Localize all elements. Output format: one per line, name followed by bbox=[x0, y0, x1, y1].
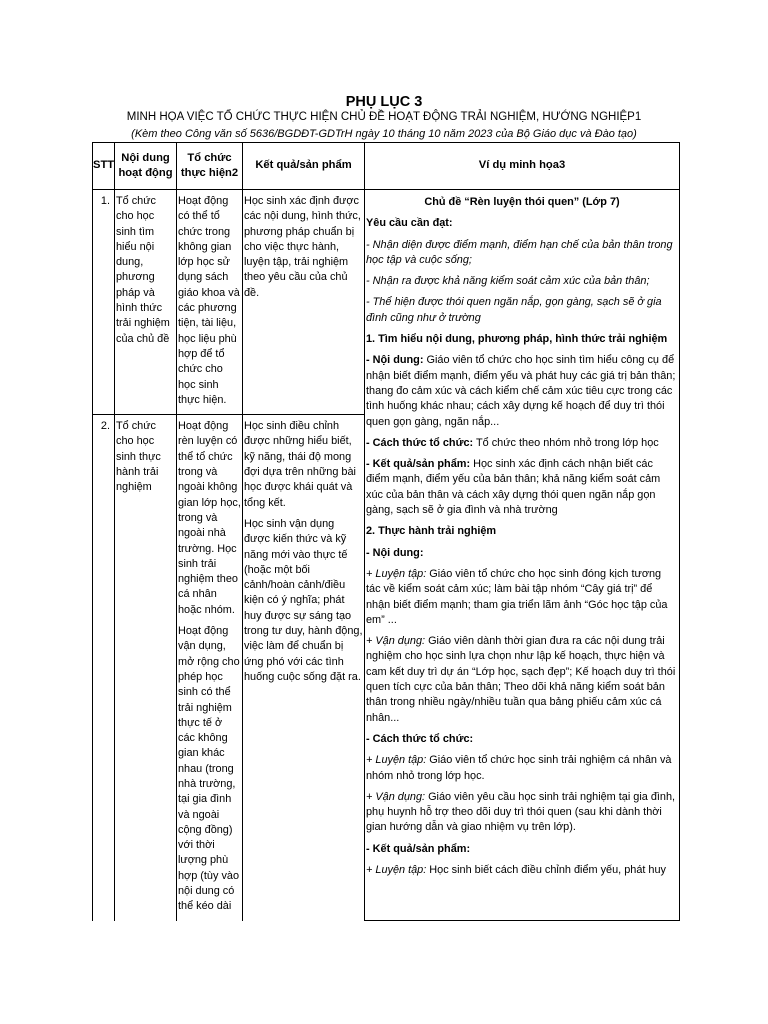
activity-organize bbox=[177, 415, 243, 921]
organize-text: Hoạt động vận dụng, mở rộng cho phép học sinh có thể trải nghiệm thực tế ở các không gian khác nhau (trong nhà trường, tại gia đình và ngoài cộng đồng) với thời lượng phù hợp (tùy vào nội dung có thể kéo dài bbox=[178, 625, 240, 913]
activity-content: Tổ chức cho học sinh thực hành trải nghiệm bbox=[115, 415, 177, 921]
column-header-example: Ví dụ minh họa3 bbox=[365, 143, 680, 190]
example-cell bbox=[365, 190, 680, 921]
section-paragraph: + Luyện tập: Giáo viên tổ chức cho học sinh đóng kịch tương tác về kiểm soát cảm xúc; làm bài tập nhóm “Cây giá trị” để nhận biết điểm mạnh; tham gia triển lãm ảnh “Góc học tập của em” ... bbox=[366, 567, 668, 626]
organize-text: Hoạt động có thể tổ chức trong không gian lớp học sử dụng sách giáo khoa và các phương tiện, tài liệu, học liệu phù hợp để tổ chức cho học sinh thực hiện. bbox=[178, 195, 240, 406]
result-text: Học sinh vận dụng được kiến thức và kỹ năng mới vào thực tế (hoặc một bối cảnh/hoàn cảnh/điều kiện có ý nghĩa; phát huy được sự sáng tạo trong tư duy, hành động, việc làm để chuẩn bị ứng phó với các tình huống cuộc sống đặt ra. bbox=[244, 517, 363, 683]
requirements-label: Yêu cầu cần đạt: bbox=[366, 217, 453, 230]
section-paragraph: - Kết quả/sản phẩm: Học sinh xác định cách nhận biết các điểm mạnh, điểm yếu của bản thân; khả năng kiểm soát cảm xúc của bản thân và cách xây dựng thói quen ngăn nắp gọn gàng, sạch sẽ ở gia đình và nhà trường bbox=[366, 458, 661, 517]
activity-organize bbox=[177, 190, 243, 415]
column-header-stt: STT bbox=[93, 143, 115, 190]
activity-table bbox=[92, 142, 680, 921]
page-title: PHỤ LỤC 3 bbox=[345, 94, 423, 110]
section-sublabel: - Kết quả/sản phẩm: bbox=[366, 842, 471, 855]
table-row bbox=[93, 190, 680, 415]
requirement-item: - Nhận diện được điểm mạnh, điểm hạn chế của bản thân trong học tập và cuộc sống; bbox=[366, 238, 673, 266]
section-paragraph: + Vận dụng: Giáo viên yêu cầu học sinh trải nghiệm tại gia đình, phụ huynh hỗ trợ theo dõi duy trì thói quen (sau khi dành thời gian hướng dẫn và giao nhiệm vụ trên lớp). bbox=[366, 790, 676, 834]
row-number: 2. bbox=[93, 415, 115, 921]
activity-result bbox=[243, 190, 365, 415]
section-sublabel: - Cách thức tổ chức: bbox=[366, 732, 474, 745]
result-text: Học sinh điều chỉnh được những hiểu biết, kỹ năng, thái độ mong đợi dựa trên những bài học được khái quát và tổng kết. bbox=[244, 420, 356, 509]
section-paragraph: + Luyện tập: Học sinh biết cách điều chỉnh điểm yếu, phát huy bbox=[366, 863, 666, 876]
activity-result bbox=[243, 415, 365, 921]
example-title: Chủ đề “Rèn luyện thói quen” (Lớp 7) bbox=[424, 196, 620, 208]
column-header-organize: Tổ chức thực hiện2 bbox=[177, 143, 243, 190]
section-paragraph: - Nội dung: Giáo viên tổ chức cho học sinh tìm hiểu công cụ để nhận biết điểm mạnh, điểm yếu và phát huy các giá trị bản thân; thang đo cảm xúc và cách kiểm chế cảm xúc tiêu cực trong các tình huống khác nhau; cách xây dựng kế hoạch để duy trì thói quen gọn gàng, ngăn nắp... bbox=[366, 354, 676, 428]
table-header-row bbox=[93, 143, 680, 190]
section-paragraph: + Vận dụng: Giáo viên dành thời gian đưa ra các nội dung trải nghiệm cho học sinh lựa chọn như lập kế hoạch, thực hiện và cam kết duy trì dự án “Lớp học, sạch đẹp”; Kế hoạch duy trì thói quen tích cực của bản thân; Theo dõi khả năng kiểm soát bản thân trong nhiều ngày/nhiều tuần qua bảng phiếu cảm xúc cá nhân... bbox=[366, 635, 676, 724]
result-text: Học sinh xác định được các nội dung, hình thức, phương pháp chuẩn bị cho việc thực hành, luyện tập, trải nghiệm theo yêu cầu của chủ đề. bbox=[244, 195, 361, 299]
page-subtitle: MINH HỌA VIỆC TỔ CHỨC THỰC HIỆN CHỦ ĐỀ HOẠT ĐỘNG TRẢI NGHIỆM, HƯỚNG NGHIỆP1 bbox=[126, 111, 642, 123]
section-heading: 1. Tìm hiểu nội dung, phương pháp, hình thức trải nghiệm bbox=[366, 333, 668, 346]
organize-text: Hoạt động rèn luyện có thể tổ chức trong và ngoài không gian lớp học, trong và ngoài nhà trường. Học sinh trải nghiệm theo cá nhân hoặc nhóm. bbox=[178, 420, 241, 616]
section-heading: 2. Thực hành trải nghiệm bbox=[366, 525, 497, 538]
activity-content: Tổ chức cho học sinh tìm hiểu nội dung, phương pháp và hình thức trải nghiệm của chủ đề bbox=[115, 190, 177, 415]
reference-note: (Kèm theo Công văn số 5636/BGDĐT-GDTrH ngày 10 tháng 10 năm 2023 của Bộ Giáo dục và Đào tạo) bbox=[131, 128, 637, 140]
column-header-content: Nội dung hoạt động bbox=[115, 143, 177, 190]
row-number: 1. bbox=[93, 190, 115, 415]
section-sublabel: - Nội dung: bbox=[366, 546, 424, 559]
section-paragraph: - Cách thức tổ chức: Tổ chức theo nhóm nhỏ trong lớp học bbox=[366, 436, 659, 449]
requirement-item: - Thể hiện được thói quen ngăn nắp, gọn gàng, sạch sẽ ở gia đình cũng như ở trường bbox=[366, 296, 662, 324]
section-paragraph: + Luyện tập: Giáo viên tổ chức học sinh trải nghiệm cá nhân và nhóm nhỏ trong lớp học. bbox=[366, 754, 672, 782]
column-header-result: Kết quả/sản phẩm bbox=[243, 143, 365, 190]
requirement-item: - Nhận ra được khả năng kiểm soát cảm xúc của bản thân; bbox=[366, 275, 650, 288]
